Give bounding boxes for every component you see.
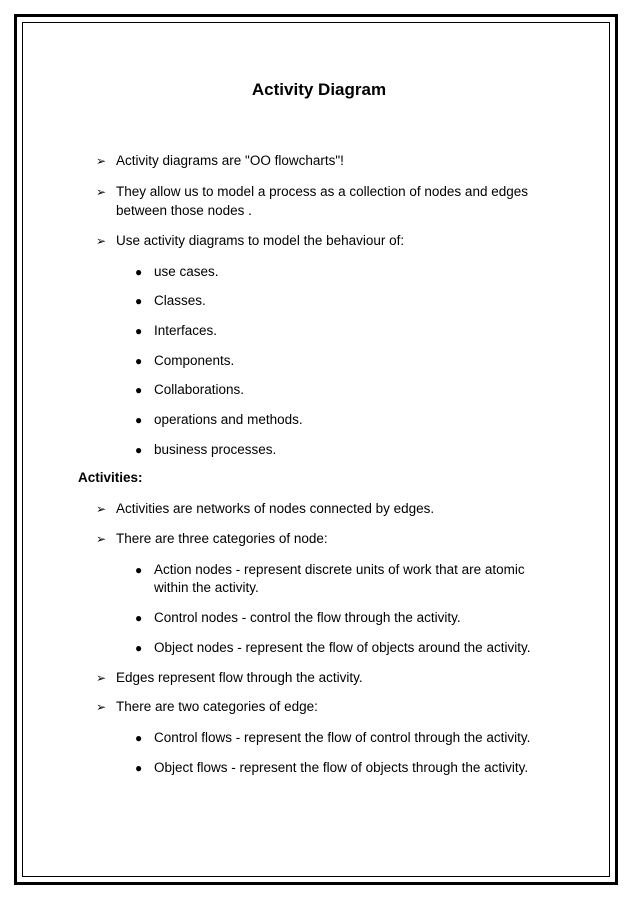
- disc-bullet-icon: ●: [135, 443, 143, 457]
- disc-bullet-icon: ●: [135, 761, 143, 775]
- disc-bullet-icon: ●: [135, 354, 143, 368]
- page-title: Activity Diagram: [251, 80, 387, 99]
- disc-bullet-icon: ●: [135, 731, 143, 745]
- disc-bullet-icon: ●: [135, 611, 143, 625]
- disc-bullet-icon: ●: [135, 294, 143, 308]
- page-border-inner: [22, 22, 610, 877]
- disc-bullet-icon: ●: [135, 265, 143, 279]
- disc-bullet-icon: ●: [135, 383, 143, 397]
- activities-heading: Activities:: [78, 470, 143, 485]
- disc-bullet-icon: ●: [135, 324, 143, 338]
- disc-bullet-icon: ●: [135, 563, 143, 577]
- arrow-bullet-icon: ➢: [96, 502, 107, 516]
- arrow-bullet-icon: ➢: [96, 154, 107, 168]
- arrow-bullet-icon: ➢: [96, 185, 107, 199]
- arrow-bullet-icon: ➢: [96, 532, 107, 546]
- disc-bullet-icon: ●: [135, 641, 143, 655]
- disc-bullet-icon: ●: [135, 413, 143, 427]
- arrow-bullet-icon: ➢: [96, 234, 107, 248]
- arrow-bullet-icon: ➢: [96, 671, 107, 685]
- arrow-bullet-icon: ➢: [96, 700, 107, 714]
